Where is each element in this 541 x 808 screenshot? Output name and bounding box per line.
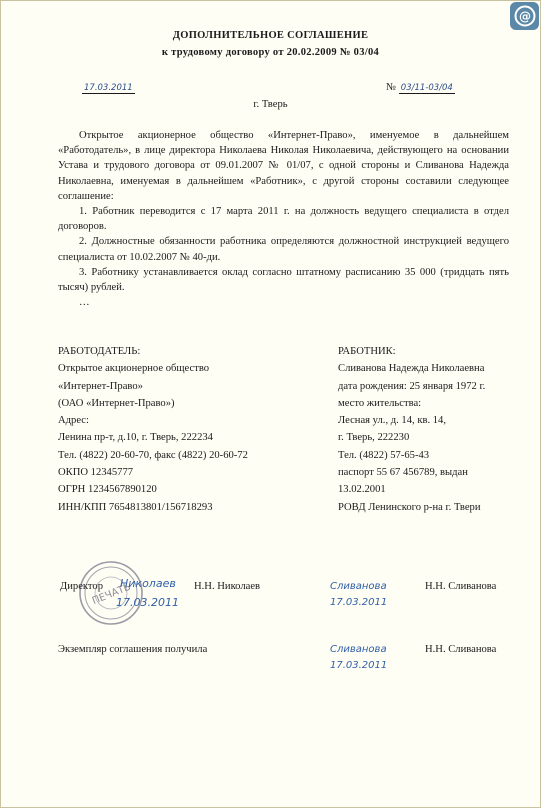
receipt-date: 17.03.2011 xyxy=(330,660,388,671)
employer-line: ОГРН 1234567890120 xyxy=(58,484,157,496)
director-label: Директор xyxy=(60,581,103,592)
employee-line: Лесная ул., д. 14, кв. 14, xyxy=(338,415,447,427)
employee-signature: Сливанова xyxy=(330,581,387,592)
employee-line: РОВД Ленинского р-на г. Твери xyxy=(338,501,481,513)
employee-line: Тел. (4822) 57-65-43 xyxy=(338,449,430,461)
employer-heading: РАБОТОДАТЕЛЬ: xyxy=(58,346,141,357)
number-label: № xyxy=(386,82,397,93)
number-value: 03/11-03/04 xyxy=(400,83,453,93)
document-date xyxy=(82,80,135,96)
intro-paragraph: Открытое акционерное общество «Интернет-Право», именуемое в дальнейшем «Работодатель», в лице директора Николаева Николая Николаевича, действующего на основании Устава и трудового договора от 09.01.2007 № 01/07, с одной стороны и Сливанова Надежда Николаевна, именуемая в дальнейшем «Работник», с другой стороны составили следующее соглашение: xyxy=(58,130,509,202)
director-sign-date: 17.03.2011 xyxy=(116,596,179,609)
receipt-name: Н.Н. Сливанова xyxy=(425,644,497,655)
svg-text:@: @ xyxy=(518,9,531,24)
document-subtitle: к трудовому договору от 20.02.2009 № 03/04 xyxy=(161,47,380,58)
employee-line: 13.02.2001 xyxy=(338,484,386,496)
ellipsis: … xyxy=(79,297,90,309)
date-value: 17.03.2011 xyxy=(84,83,133,93)
employer-line: Адрес: xyxy=(58,415,89,427)
receipt-signature: Сливанова xyxy=(330,644,387,655)
employee-line: паспорт 55 67 456789, выдан xyxy=(338,467,468,479)
director-name: Н.Н. Николаев xyxy=(194,581,261,592)
employee-heading: РАБОТНИК: xyxy=(338,346,396,357)
employee-details xyxy=(338,343,485,516)
svg-text:ПЕЧАТЬ: ПЕЧАТЬ xyxy=(90,581,133,608)
employee-name: Н.Н. Сливанова xyxy=(425,581,497,592)
clause-2: 2. Должностные обязанности работника определяются должностной инструкцией ведущего специалиста от 10.02.2007 № 40-ди. xyxy=(58,236,509,263)
document-title: ДОПОЛНИТЕЛЬНОЕ СОГЛАШЕНИЕ xyxy=(172,30,369,41)
director-signature: Николаев xyxy=(120,577,176,590)
employer-details xyxy=(58,343,248,516)
employer-line: (ОАО «Интернет-Право») xyxy=(58,397,175,409)
employer-line: Ленина пр-т, д.10, г. Тверь, 222234 xyxy=(58,432,213,444)
employer-line: Открытое акционерное общество xyxy=(58,363,210,375)
employee-line: место жительства: xyxy=(338,397,422,409)
employer-line: Тел. (4822) 20-60-70, факс (4822) 20-60-72 xyxy=(58,449,248,461)
clause-3: 3. Работнику устанавливается оклад согласно штатному расписанию 35 000 (тридцать пять тысяч) рублей. xyxy=(58,266,509,294)
employee-line: г. Тверь, 222230 xyxy=(338,432,410,444)
logo[interactable] xyxy=(510,2,539,30)
agreement-body xyxy=(58,128,509,310)
employee-line: дата рождения: 25 января 1972 г. xyxy=(338,380,486,392)
document-number xyxy=(386,80,455,96)
employee-line: Сливанова Надежда Николаевна xyxy=(338,363,485,375)
receipt-label: Экземпляр соглашения получила xyxy=(58,644,208,655)
employee-sign-date: 17.03.2011 xyxy=(330,597,388,608)
employer-line: ИНН/КПП 7654813801/156718293 xyxy=(58,501,213,513)
clause-1: 1. Работник переводится с 17 марта 2011 г. на должность ведущего специалиста в отдел договоров. xyxy=(58,206,509,233)
employer-line: «Интернет-Право» xyxy=(58,380,143,392)
employer-line: ОКПО 12345777 xyxy=(58,467,134,479)
at-logo-icon xyxy=(514,5,536,27)
city: г. Тверь xyxy=(253,99,288,110)
